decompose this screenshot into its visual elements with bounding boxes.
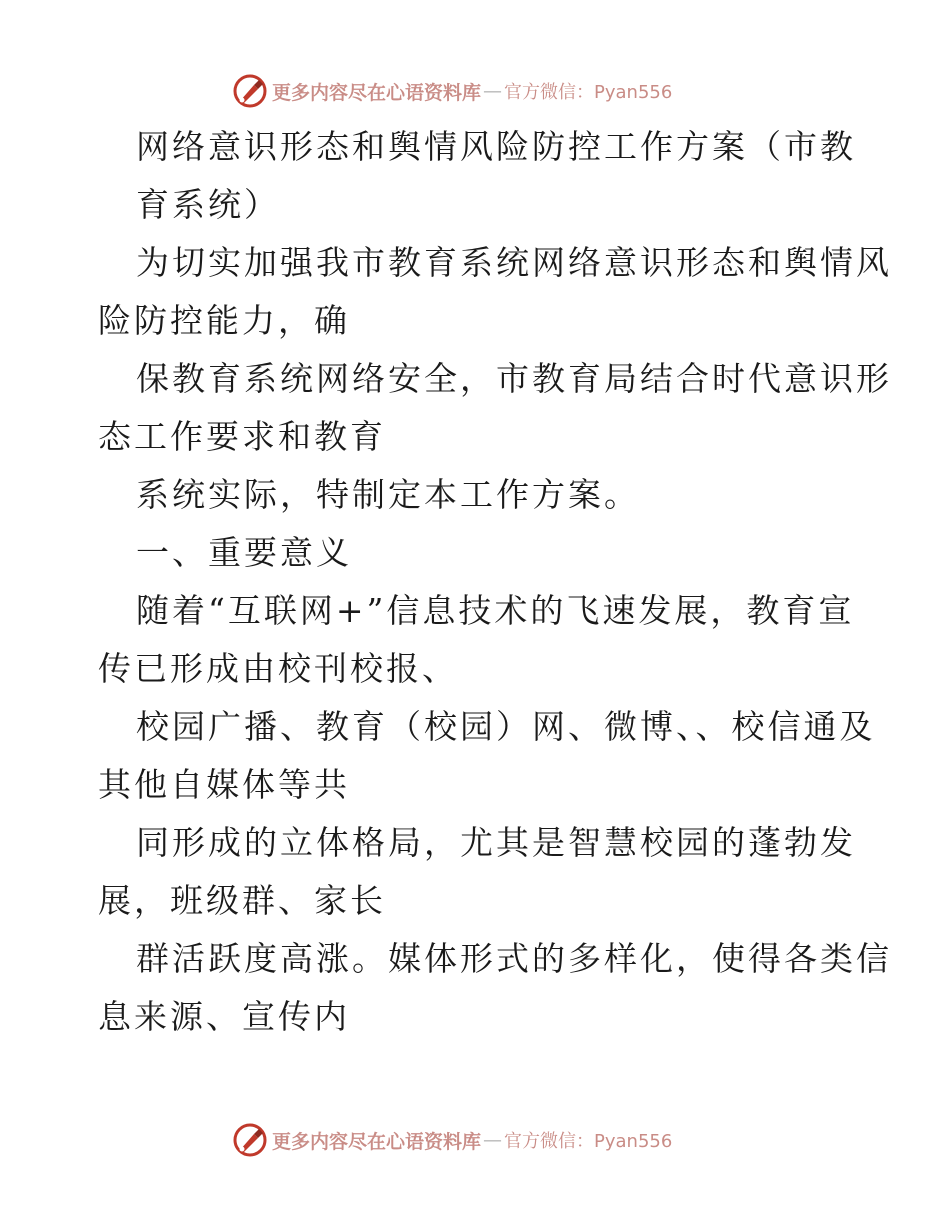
banner-site-text: 更多内容尽在心语资料库 bbox=[272, 1130, 482, 1153]
paragraph-line: 系统实际，特制定本工作方案。 bbox=[136, 475, 640, 514]
banner-wechat-text: 官方微信：Pyan556 bbox=[504, 82, 673, 103]
doc-title-line-2: 育系统） bbox=[136, 185, 280, 224]
pen-logo-icon bbox=[232, 1122, 268, 1158]
banner-dash: — bbox=[483, 80, 503, 102]
banner-dash: — bbox=[483, 1129, 503, 1151]
section-heading: 一、重要意义 bbox=[136, 533, 352, 572]
paragraph-line: 保教育系统网络安全，市教育局结合时代意识形 bbox=[136, 359, 892, 398]
header-banner bbox=[232, 71, 672, 111]
banner-site-text: 更多内容尽在心语资料库 bbox=[272, 81, 482, 104]
pen-logo-icon bbox=[232, 73, 268, 109]
paragraph-line: 校园广播、教育（校园）网、微博、、校信通及 bbox=[136, 707, 876, 746]
paragraph-line: 随着“互联网+”信息技术的飞速发展，教育宣 bbox=[136, 591, 855, 630]
footer-banner bbox=[232, 1120, 672, 1160]
paragraph-line: 态工作要求和教育 bbox=[98, 417, 386, 456]
paragraph-line: 同形成的立体格局，尤其是智慧校园的蓬勃发 bbox=[136, 823, 856, 862]
paragraph-line: 为切实加强我市教育系统网络意识形态和舆情风 bbox=[136, 243, 892, 282]
document-body bbox=[98, 118, 892, 1046]
paragraph-line: 传已形成由校刊校报、 bbox=[98, 649, 458, 688]
paragraph-line: 群活跃度高涨。媒体形式的多样化，使得各类信 bbox=[136, 939, 892, 978]
banner-wechat-text: 官方微信：Pyan556 bbox=[504, 1131, 673, 1152]
paragraph-line: 展，班级群、家长 bbox=[98, 881, 386, 920]
paragraph-line: 其他自媒体等共 bbox=[98, 765, 350, 804]
paragraph-line: 息来源、宣传内 bbox=[98, 997, 350, 1036]
doc-title-line-1: 网络意识形态和舆情风险防控工作方案（市教 bbox=[136, 127, 856, 166]
paragraph-line: 险防控能力，确 bbox=[98, 301, 350, 340]
